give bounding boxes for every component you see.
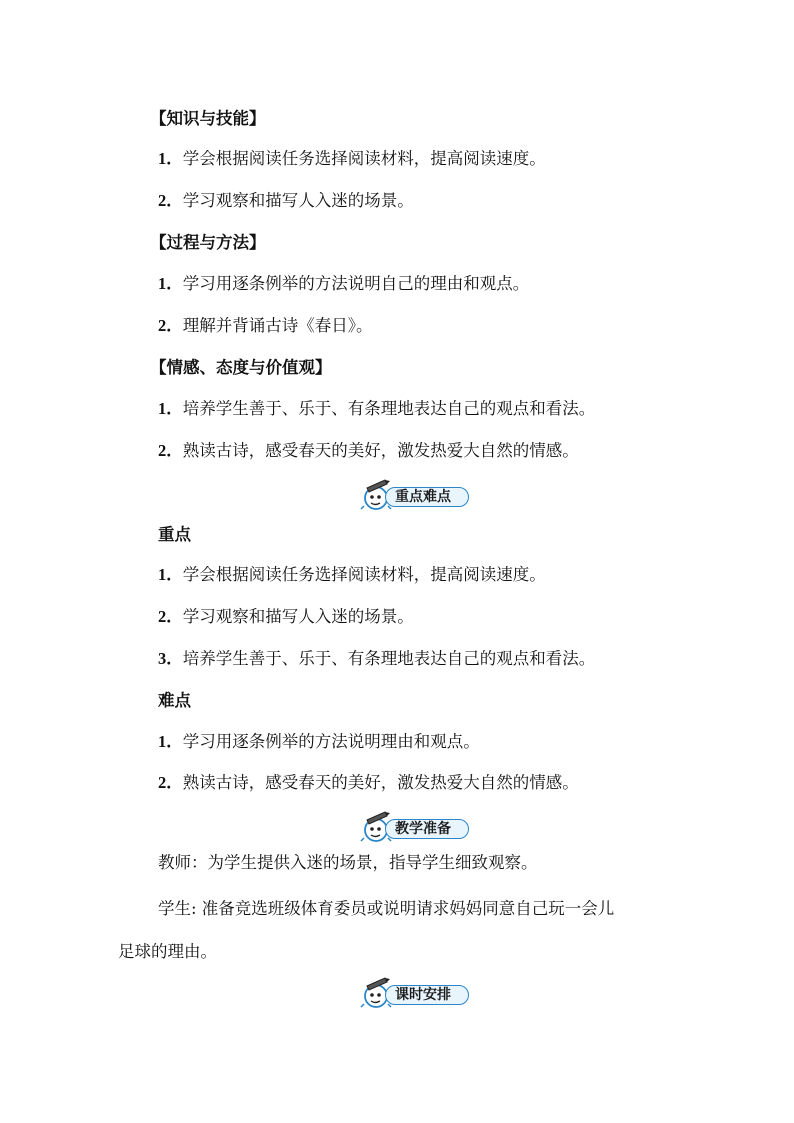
list-item <box>158 731 480 753</box>
item-number: 2． <box>158 607 183 626</box>
badge-label: 课时安排 <box>395 987 451 1003</box>
item-text: 熟读古诗，感受春天的美好，激发热爱大自然的情感。 <box>182 773 579 792</box>
item-number: 2． <box>158 316 183 335</box>
section-heading-emotion: 【情感、态度与价值观】 <box>150 358 332 377</box>
list-item <box>158 440 579 462</box>
item-number: 1． <box>158 399 183 418</box>
student-preparation-line1: 学生: 准备竞选班级体育委员或说明请求妈妈同意自己玩一会儿 <box>158 899 615 918</box>
item-text: 学会根据阅读任务选择阅读材料，提高阅读速度。 <box>182 149 546 168</box>
item-number: 1． <box>158 565 183 584</box>
list-item <box>158 772 579 794</box>
item-text: 学习观察和描写人入迷的场景。 <box>182 191 414 210</box>
subheading-key: 重点 <box>158 525 191 544</box>
item-text: 学习观察和描写人入迷的场景。 <box>182 607 414 626</box>
teacher-preparation: 教师：为学生提供入迷的场景，指导学生细致观察。 <box>158 853 538 872</box>
item-text: 学习用逐条例举的方法说明自己的理由和观点。 <box>182 274 530 293</box>
item-number: 1． <box>158 149 183 168</box>
item-number: 2． <box>158 191 183 210</box>
item-text: 熟读古诗，感受春天的美好，激发热爱大自然的情感。 <box>182 441 579 460</box>
list-item <box>158 273 529 295</box>
item-number: 1． <box>158 274 183 293</box>
item-number: 2． <box>158 773 183 792</box>
item-text: 理解并背诵古诗《春日》。 <box>182 316 373 335</box>
list-item <box>158 315 373 337</box>
item-text: 学习用逐条例举的方法说明理由和观点。 <box>182 732 480 751</box>
badge-label: 教学准备 <box>395 821 451 837</box>
section-heading-process: 【过程与方法】 <box>150 233 266 252</box>
item-number: 1． <box>158 732 183 751</box>
item-text: 培养学生善于、乐于、有条理地表达自己的观点和看法。 <box>182 649 596 668</box>
item-number: 2． <box>158 441 183 460</box>
list-item <box>158 190 414 212</box>
student-preparation-line2: 足球的理由。 <box>118 942 217 961</box>
list-item <box>158 648 595 670</box>
list-item <box>158 564 546 586</box>
list-item <box>158 398 595 420</box>
section-heading-knowledge: 【知识与技能】 <box>150 109 266 128</box>
subheading-difficult: 难点 <box>158 691 191 710</box>
badge-preparation <box>359 810 471 844</box>
badge-label: 重点难点 <box>395 489 451 505</box>
badge-key-points <box>359 478 471 512</box>
badge-schedule <box>359 976 471 1010</box>
list-item <box>158 606 414 628</box>
list-item <box>158 148 546 170</box>
item-text: 学会根据阅读任务选择阅读材料，提高阅读速度。 <box>182 565 546 584</box>
item-text: 培养学生善于、乐于、有条理地表达自己的观点和看法。 <box>182 399 596 418</box>
item-number: 3． <box>158 649 183 668</box>
